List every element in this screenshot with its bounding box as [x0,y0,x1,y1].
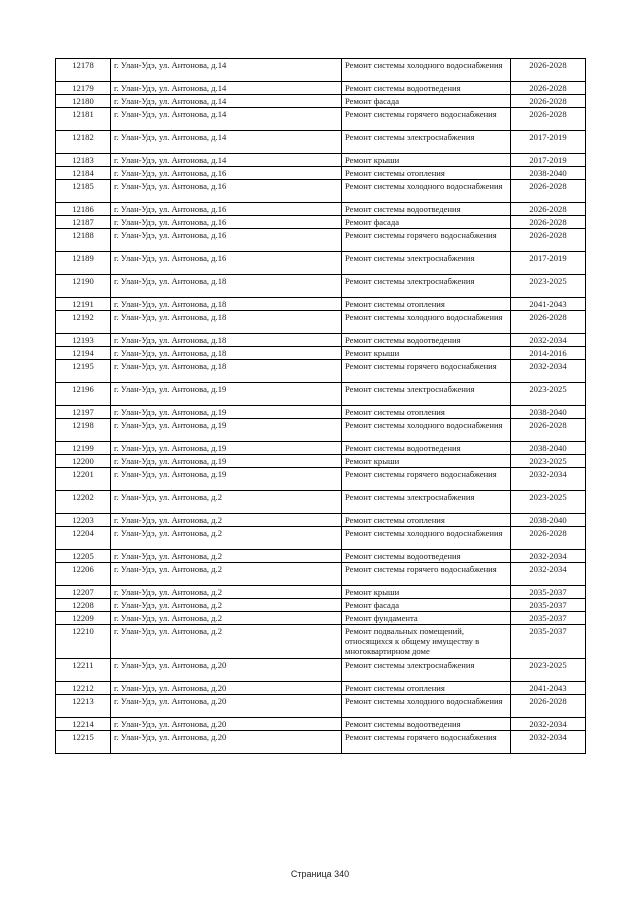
period-cell: 2026-2028 [511,216,586,229]
row-number-cell: 12180 [56,95,111,108]
table-row [56,550,586,563]
work-type-cell: Ремонт системы водоотведения [342,203,511,216]
table-row [56,586,586,599]
work-type-cell: Ремонт системы отопления [342,682,511,695]
address-cell: г. Улан-Удэ, ул. Антонова, д.14 [111,82,342,95]
table-row [56,527,586,550]
work-type-cell: Ремонт системы холодного водоснабжения [342,311,511,334]
work-type-cell: Ремонт системы горячего водоснабжения [342,563,511,586]
work-type-cell: Ремонт системы электроснабжения [342,131,511,154]
row-number-cell: 12194 [56,347,111,360]
table-row [56,334,586,347]
row-number-cell: 12204 [56,527,111,550]
work-type-cell: Ремонт системы электроснабжения [342,383,511,406]
table-row [56,442,586,455]
row-number-cell: 12186 [56,203,111,216]
work-type-cell: Ремонт системы электроснабжения [342,659,511,682]
period-cell: 2026-2028 [511,229,586,252]
period-cell: 2032-2034 [511,563,586,586]
period-cell: 2032-2034 [511,550,586,563]
table-row [56,468,586,491]
table-row [56,731,586,754]
table-row [56,563,586,586]
address-cell: г. Улан-Удэ, ул. Антонова, д.16 [111,229,342,252]
work-type-cell: Ремонт крыши [342,347,511,360]
address-cell: г. Улан-Удэ, ул. Антонова, д.14 [111,154,342,167]
period-cell: 2023-2025 [511,659,586,682]
work-type-cell: Ремонт системы горячего водоснабжения [342,731,511,754]
period-cell: 2035-2037 [511,599,586,612]
row-number-cell: 12211 [56,659,111,682]
work-type-cell: Ремонт системы горячего водоснабжения [342,360,511,383]
row-number-cell: 12206 [56,563,111,586]
table-row [56,59,586,82]
period-cell: 2023-2025 [511,491,586,514]
row-number-cell: 12193 [56,334,111,347]
address-cell: г. Улан-Удэ, ул. Антонова, д.19 [111,468,342,491]
address-cell: г. Улан-Удэ, ул. Антонова, д.16 [111,203,342,216]
row-number-cell: 12214 [56,718,111,731]
address-cell: г. Улан-Удэ, ул. Антонова, д.18 [111,298,342,311]
table-row [56,659,586,682]
row-number-cell: 12199 [56,442,111,455]
address-cell: г. Улан-Удэ, ул. Антонова, д.16 [111,180,342,203]
table-row [56,695,586,718]
address-cell: г. Улан-Удэ, ул. Антонова, д.20 [111,659,342,682]
row-number-cell: 12202 [56,491,111,514]
address-cell: г. Улан-Удэ, ул. Антонова, д.16 [111,252,342,275]
period-cell: 2032-2034 [511,468,586,491]
row-number-cell: 12197 [56,406,111,419]
row-number-cell: 12200 [56,455,111,468]
period-cell: 2032-2034 [511,334,586,347]
address-cell: г. Улан-Удэ, ул. Антонова, д.20 [111,731,342,754]
row-number-cell: 12191 [56,298,111,311]
address-cell: г. Улан-Удэ, ул. Антонова, д.20 [111,682,342,695]
row-number-cell: 12192 [56,311,111,334]
row-number-cell: 12208 [56,599,111,612]
period-cell: 2038-2040 [511,167,586,180]
table-row [56,203,586,216]
work-type-cell: Ремонт системы отопления [342,406,511,419]
table-row [56,252,586,275]
work-type-cell: Ремонт системы электроснабжения [342,491,511,514]
period-cell: 2023-2025 [511,455,586,468]
row-number-cell: 12195 [56,360,111,383]
work-type-cell: Ремонт системы горячего водоснабжения [342,108,511,131]
work-type-cell: Ремонт системы холодного водоснабжения [342,180,511,203]
period-cell: 2035-2037 [511,586,586,599]
work-type-cell: Ремонт фундамента [342,612,511,625]
work-type-cell: Ремонт фасада [342,95,511,108]
table-row [56,625,586,659]
address-cell: г. Улан-Удэ, ул. Антонова, д.2 [111,527,342,550]
period-cell: 2026-2028 [511,59,586,82]
work-type-cell: Ремонт системы водоотведения [342,550,511,563]
period-cell: 2026-2028 [511,108,586,131]
table-row [56,95,586,108]
table-row [56,216,586,229]
period-cell: 2026-2028 [511,695,586,718]
work-type-cell: Ремонт крыши [342,154,511,167]
period-cell: 2026-2028 [511,203,586,216]
period-cell: 2035-2037 [511,612,586,625]
address-cell: г. Улан-Удэ, ул. Антонова, д.16 [111,216,342,229]
row-number-cell: 12189 [56,252,111,275]
address-cell: г. Улан-Удэ, ул. Антонова, д.18 [111,275,342,298]
work-type-cell: Ремонт крыши [342,586,511,599]
work-type-cell: Ремонт системы отопления [342,167,511,180]
period-cell: 2032-2034 [511,731,586,754]
row-number-cell: 12178 [56,59,111,82]
period-cell: 2014-2016 [511,347,586,360]
table-row [56,612,586,625]
table-row [56,360,586,383]
period-cell: 2041-2043 [511,298,586,311]
row-number-cell: 12188 [56,229,111,252]
address-cell: г. Улан-Удэ, ул. Антонова, д.14 [111,95,342,108]
work-type-cell: Ремонт системы холодного водоснабжения [342,527,511,550]
row-number-cell: 12201 [56,468,111,491]
address-cell: г. Улан-Удэ, ул. Антонова, д.2 [111,599,342,612]
table-row [56,347,586,360]
work-type-cell: Ремонт системы горячего водоснабжения [342,468,511,491]
address-cell: г. Улан-Удэ, ул. Антонова, д.16 [111,167,342,180]
row-number-cell: 12187 [56,216,111,229]
work-type-cell: Ремонт крыши [342,455,511,468]
work-type-cell: Ремонт системы водоотведения [342,718,511,731]
address-cell: г. Улан-Удэ, ул. Антонова, д.20 [111,695,342,718]
period-cell: 2038-2040 [511,406,586,419]
table-row [56,419,586,442]
period-cell: 2026-2028 [511,527,586,550]
period-cell: 2017-2019 [511,154,586,167]
address-cell: г. Улан-Удэ, ул. Антонова, д.14 [111,108,342,131]
register-page [55,58,586,754]
table-row [56,514,586,527]
table-row [56,167,586,180]
work-type-cell: Ремонт системы холодного водоснабжения [342,59,511,82]
address-cell: г. Улан-Удэ, ул. Антонова, д.2 [111,550,342,563]
address-cell: г. Улан-Удэ, ул. Антонова, д.20 [111,718,342,731]
period-cell: 2026-2028 [511,82,586,95]
table-row [56,108,586,131]
row-number-cell: 12209 [56,612,111,625]
work-type-cell: Ремонт фасада [342,216,511,229]
work-type-cell: Ремонт системы электроснабжения [342,275,511,298]
table-row [56,131,586,154]
address-cell: г. Улан-Удэ, ул. Антонова, д.14 [111,59,342,82]
address-cell: г. Улан-Удэ, ул. Антонова, д.18 [111,334,342,347]
work-type-cell: Ремонт системы водоотведения [342,442,511,455]
period-cell: 2023-2025 [511,383,586,406]
work-type-cell: Ремонт фасада [342,599,511,612]
work-type-cell: Ремонт системы отопления [342,298,511,311]
table-row [56,311,586,334]
address-cell: г. Улан-Удэ, ул. Антонова, д.19 [111,455,342,468]
row-number-cell: 12196 [56,383,111,406]
work-type-cell: Ремонт системы водоотведения [342,82,511,95]
address-cell: г. Улан-Удэ, ул. Антонова, д.18 [111,360,342,383]
table-row [56,180,586,203]
period-cell: 2026-2028 [511,311,586,334]
work-type-cell: Ремонт системы горячего водоснабжения [342,229,511,252]
row-number-cell: 12212 [56,682,111,695]
address-cell: г. Улан-Удэ, ул. Антонова, д.2 [111,612,342,625]
period-cell: 2026-2028 [511,180,586,203]
period-cell: 2026-2028 [511,419,586,442]
address-cell: г. Улан-Удэ, ул. Антонова, д.14 [111,131,342,154]
row-number-cell: 12210 [56,625,111,659]
row-number-cell: 12205 [56,550,111,563]
address-cell: г. Улан-Удэ, ул. Антонова, д.19 [111,419,342,442]
address-cell: г. Улан-Удэ, ул. Антонова, д.2 [111,625,342,659]
table-row [56,82,586,95]
table-row [56,406,586,419]
table-row [56,718,586,731]
period-cell: 2026-2028 [511,95,586,108]
row-number-cell: 12179 [56,82,111,95]
work-type-cell: Ремонт системы холодного водоснабжения [342,419,511,442]
address-cell: г. Улан-Удэ, ул. Антонова, д.19 [111,442,342,455]
period-cell: 2038-2040 [511,514,586,527]
page-number: Страница 340 [290,869,350,879]
table-row [56,455,586,468]
period-cell: 2017-2019 [511,131,586,154]
row-number-cell: 12207 [56,586,111,599]
period-cell: 2032-2034 [511,360,586,383]
period-cell: 2041-2043 [511,682,586,695]
work-type-cell: Ремонт системы электроснабжения [342,252,511,275]
table-row [56,682,586,695]
table-row [56,599,586,612]
table-body [56,59,586,754]
row-number-cell: 12198 [56,419,111,442]
table-row [56,491,586,514]
address-cell: г. Улан-Удэ, ул. Антонова, д.18 [111,347,342,360]
period-cell: 2038-2040 [511,442,586,455]
row-number-cell: 12213 [56,695,111,718]
table-row [56,154,586,167]
table-row [56,383,586,406]
table-row [56,229,586,252]
work-type-cell: Ремонт системы отопления [342,514,511,527]
work-type-cell: Ремонт подвальных помещений, относящихся к общему имуществу в многоквартирном доме [342,625,511,659]
period-cell: 2035-2037 [511,625,586,659]
row-number-cell: 12182 [56,131,111,154]
period-cell: 2017-2019 [511,252,586,275]
table-row [56,298,586,311]
row-number-cell: 12181 [56,108,111,131]
table-row [56,275,586,298]
row-number-cell: 12203 [56,514,111,527]
work-type-cell: Ремонт системы водоотведения [342,334,511,347]
row-number-cell: 12184 [56,167,111,180]
address-cell: г. Улан-Удэ, ул. Антонова, д.19 [111,383,342,406]
address-cell: г. Улан-Удэ, ул. Антонова, д.19 [111,406,342,419]
work-type-cell: Ремонт системы холодного водоснабжения [342,695,511,718]
row-number-cell: 12215 [56,731,111,754]
address-cell: г. Улан-Удэ, ул. Антонова, д.2 [111,563,342,586]
repair-schedule-table [55,58,586,754]
row-number-cell: 12190 [56,275,111,298]
period-cell: 2032-2034 [511,718,586,731]
address-cell: г. Улан-Удэ, ул. Антонова, д.2 [111,586,342,599]
address-cell: г. Улан-Удэ, ул. Антонова, д.2 [111,514,342,527]
period-cell: 2023-2025 [511,275,586,298]
address-cell: г. Улан-Удэ, ул. Антонова, д.2 [111,491,342,514]
row-number-cell: 12183 [56,154,111,167]
address-cell: г. Улан-Удэ, ул. Антонова, д.18 [111,311,342,334]
row-number-cell: 12185 [56,180,111,203]
